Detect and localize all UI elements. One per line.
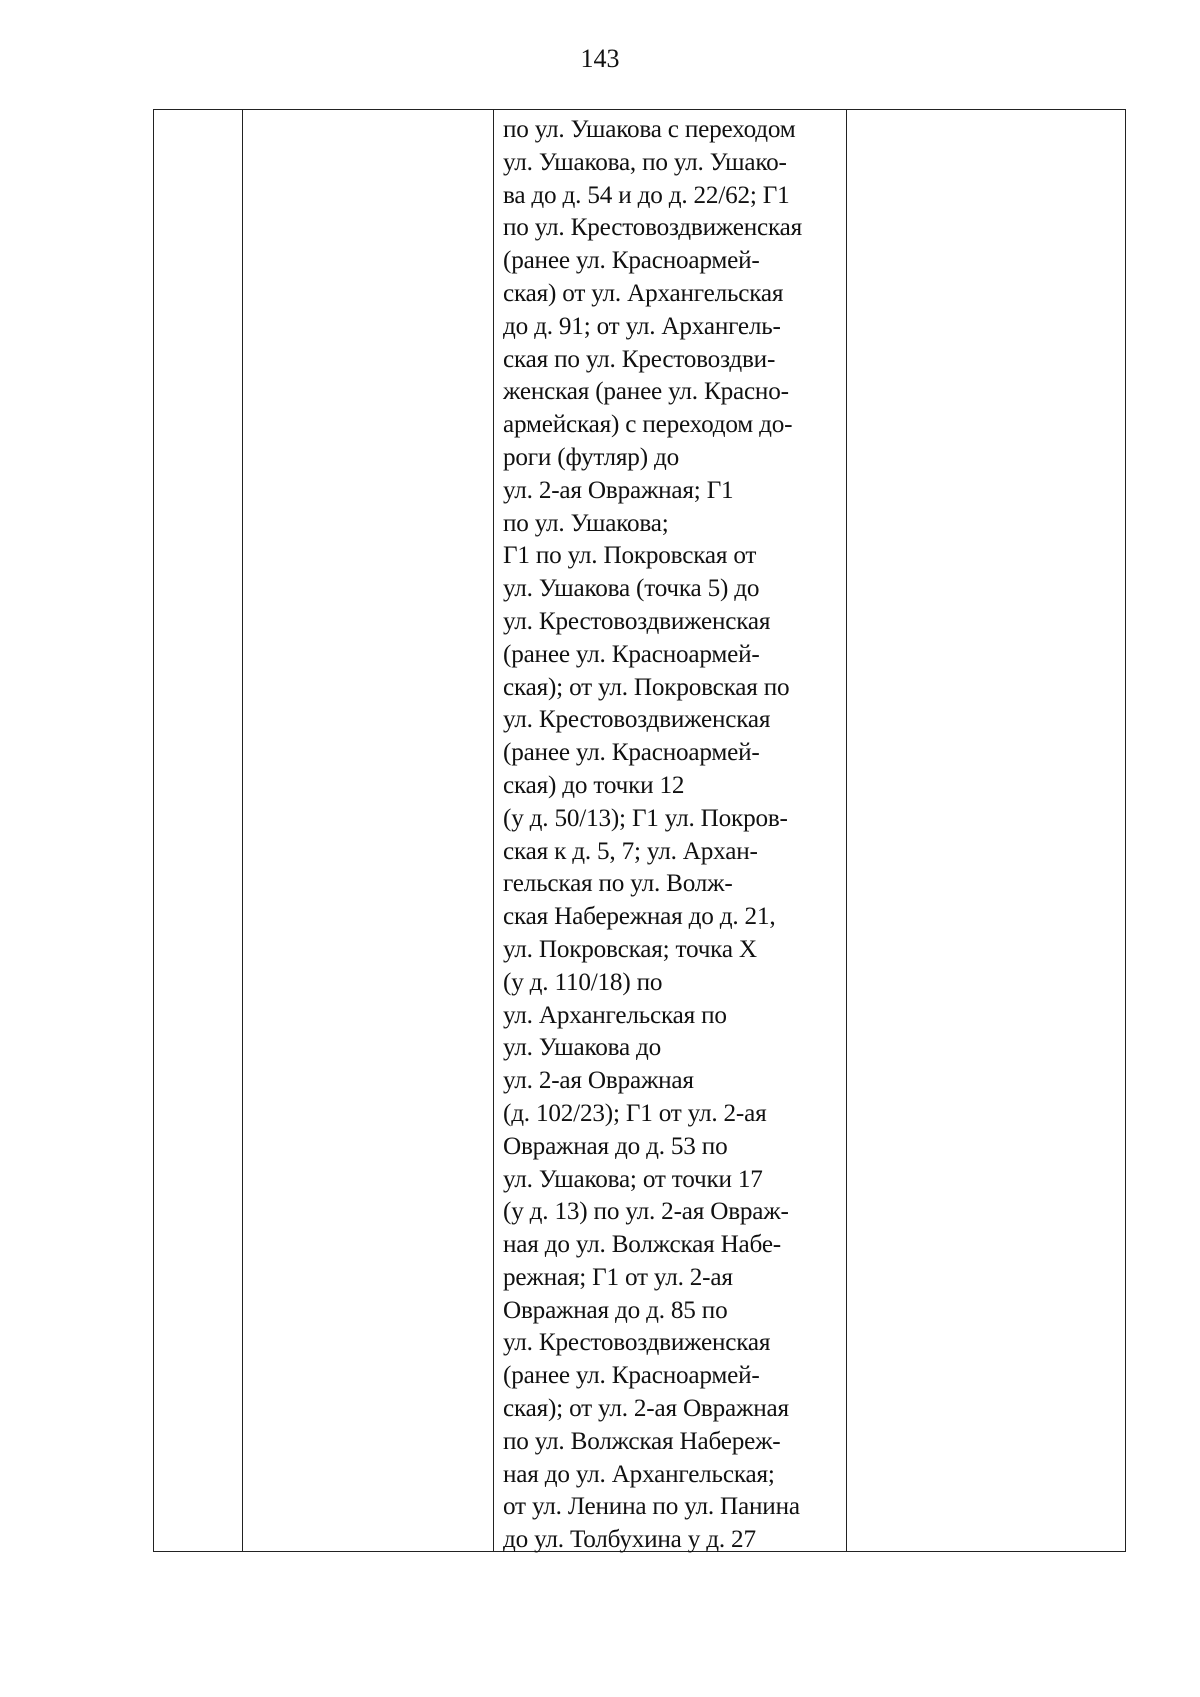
route-line: до д. 91; от ул. Архангель-: [503, 312, 781, 340]
route-line: ул. Покровская; точка Х: [503, 935, 757, 963]
route-line: ная до ул. Волжская Набе-: [503, 1231, 781, 1259]
route-line: ул. Крестовоздвиженская: [503, 706, 771, 734]
route-line: ул. Ушакова; от точки 17: [503, 1165, 763, 1193]
route-description-cell: [503, 114, 845, 1557]
route-line: ская) до точки 12: [503, 771, 685, 799]
column-divider-3: [846, 110, 847, 1551]
route-line: ская к д. 5, 7; ул. Архан-: [503, 837, 758, 865]
route-line: армейская) с переходом до-: [503, 411, 793, 439]
route-line: по ул. Ушакова;: [503, 509, 669, 537]
route-line: ская Набережная до д. 21,: [503, 903, 776, 931]
route-line: по ул. Волжская Набереж-: [503, 1427, 781, 1455]
route-line: ул. Крестовоздвиженская: [503, 607, 771, 635]
route-line: ул. Архангельская по: [503, 1001, 727, 1029]
route-line: ул. 2-ая Овражная: [503, 1067, 694, 1095]
route-line: (ранее ул. Красноармей-: [503, 247, 760, 275]
route-line: женская (ранее ул. Красно-: [503, 378, 789, 406]
route-line: гельская по ул. Волж-: [503, 870, 733, 898]
route-line: по ул. Ушакова с переходом: [503, 116, 796, 143]
route-line: роги (футляр) до: [503, 443, 679, 471]
route-line: ва до д. 54 и до д. 22/62; Г1: [503, 181, 790, 209]
route-line: ул. Ушакова (точка 5) до: [503, 575, 760, 603]
column-divider-1: [242, 110, 243, 1551]
route-line: ул. Ушакова до: [503, 1034, 662, 1062]
route-line: ская); от ул. 2-ая Овражная: [503, 1395, 789, 1423]
route-line: (ранее ул. Красноармей-: [503, 739, 760, 767]
route-line: ская); от ул. Покровская по: [503, 673, 790, 701]
route-line: (д. 102/23); Г1 от ул. 2-ая: [503, 1099, 767, 1127]
route-line: Овражная до д. 85 по: [503, 1296, 728, 1324]
route-line: (ранее ул. Красноармей-: [503, 1362, 760, 1390]
route-line: Г1 по ул. Покровская от: [503, 542, 757, 570]
route-line: (у д. 13) по ул. 2-ая Овраж-: [503, 1198, 789, 1226]
route-line: от ул. Ленина по ул. Панина: [503, 1493, 800, 1521]
column-divider-2: [493, 110, 494, 1551]
route-line: (у д. 50/13); Г1 ул. Покров-: [503, 804, 788, 832]
route-line: ул. Ушакова, по ул. Ушако-: [503, 148, 787, 176]
route-line: ул. 2-ая Овражная; Г1: [503, 476, 734, 504]
route-line: режная; Г1 от ул. 2-ая: [503, 1263, 733, 1291]
route-line: (у д. 110/18) по: [503, 968, 663, 996]
route-line: по ул. Крестовоздвиженская: [503, 214, 802, 242]
route-line: Овражная до д. 53 по: [503, 1132, 728, 1160]
route-line: (ранее ул. Красноармей-: [503, 640, 760, 668]
route-line: ная до ул. Архангельская;: [503, 1460, 775, 1488]
page-number: 143: [580, 44, 620, 73]
route-line: до ул. Толбухина у д. 27: [503, 1526, 756, 1554]
route-line: ул. Крестовоздвиженская: [503, 1329, 771, 1357]
document-table: [153, 109, 1126, 1552]
route-line: ская по ул. Крестовоздви-: [503, 345, 776, 373]
route-line: ская) от ул. Архангельская: [503, 279, 784, 307]
